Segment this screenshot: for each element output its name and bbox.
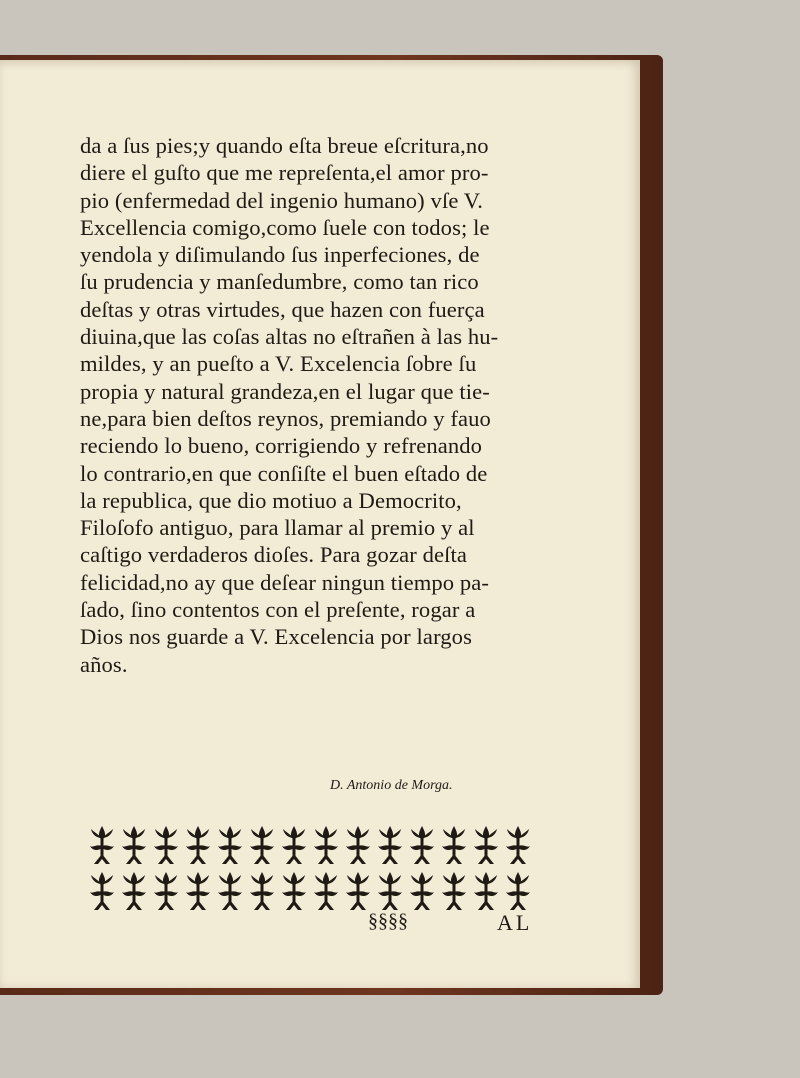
fleuron-ornament-icon — [342, 868, 374, 914]
text-line: lo contrario,en que conſiſte el buen eſtado de — [80, 460, 488, 486]
text-line: propia y natural grandeza,en el lugar que tie- — [80, 378, 490, 404]
text-line: yendola y diſimulando ſus inperfeciones, de — [80, 242, 480, 268]
text-line: Dios nos guarde a V. Excelencia por largos — [80, 624, 472, 650]
text-line: años. — [80, 651, 128, 677]
text-line: deſtas y otras virtudes, que hazen con fuerça — [80, 296, 485, 322]
fleuron-ornament-icon — [150, 868, 182, 914]
fleuron-ornament-icon — [502, 868, 534, 914]
text-line: felicidad,no ay que deſear ningun tiempo pa- — [80, 569, 490, 595]
text-line: Filoſofo antiguo, para llamar al premio y al — [80, 515, 475, 541]
fleuron-ornament-icon — [374, 822, 406, 868]
fleuron-ornament-icon — [310, 822, 342, 868]
fleuron-ornament-icon — [406, 822, 438, 868]
fleuron-ornament-icon — [310, 868, 342, 914]
fleuron-ornament-icon — [182, 868, 214, 914]
fleuron-ornament-icon — [470, 868, 502, 914]
text-line: reciendo lo bueno, corrigiendo y refrenando — [80, 433, 483, 459]
author-signature: D. Antonio de Morga. — [330, 778, 453, 793]
text-block — [80, 132, 560, 678]
fleuron-ornament-icon — [470, 822, 502, 868]
text-line: da a ſus pies;y quando eſta breue eſcritura,no — [80, 133, 489, 158]
catchword: AL — [497, 910, 533, 935]
text-line: ſu prudencia y manſedumbre, como tan rico — [80, 269, 479, 295]
text-line: diuina,que las coſas altas no eſtrañen à las hu- — [80, 324, 499, 350]
fleuron-ornament-icon — [214, 822, 246, 868]
fleuron-ornament-icon — [246, 868, 278, 914]
fleuron-ornament-icon — [182, 822, 214, 868]
fleuron-ornament-icon — [406, 868, 438, 914]
fleuron-ornament-icon — [214, 868, 246, 914]
fleuron-ornament-icon — [246, 822, 278, 868]
fleuron-ornament-icon — [438, 868, 470, 914]
fleuron-ornament-icon — [278, 868, 310, 914]
signature-mark: §§§§ — [368, 910, 408, 932]
text-line: Excellencia comigo,como ſuele con todos; le — [80, 214, 490, 240]
text-line: mildes, y an pueſto a V. Excelencia ſobre ſu — [80, 351, 477, 377]
fleuron-ornament-icon — [118, 868, 150, 914]
fleuron-ornament-icon — [374, 868, 406, 914]
fleuron-ornament-icon — [150, 822, 182, 868]
fleuron-ornament-icon — [342, 822, 374, 868]
text-line: diere el guſto que me repreſenta,el amor pro- — [80, 160, 489, 186]
text-line: ſado, ſino contentos con el preſente, rogar a — [80, 597, 476, 623]
fleuron-ornament-icon — [86, 822, 118, 868]
page-footer — [0, 910, 640, 940]
fleuron-ornament-icon — [438, 822, 470, 868]
fleuron-ornament-icon — [86, 868, 118, 914]
fleuron-ornament-icon — [278, 822, 310, 868]
text-line: caſtigo verdaderos dioſes. Para gozar deſta — [80, 542, 467, 568]
printers-ornament-band — [86, 822, 534, 914]
text-line: ne,para bien deſtos reynos, premiando y fauo — [80, 405, 491, 431]
text-line: pio (enfermedad del ingenio humano) vſe V. — [80, 187, 484, 213]
text-line: la republica, que dio motiuo a Democrito, — [80, 487, 462, 513]
fleuron-ornament-icon — [502, 822, 534, 868]
book-page — [0, 60, 640, 988]
fleuron-ornament-icon — [118, 822, 150, 868]
